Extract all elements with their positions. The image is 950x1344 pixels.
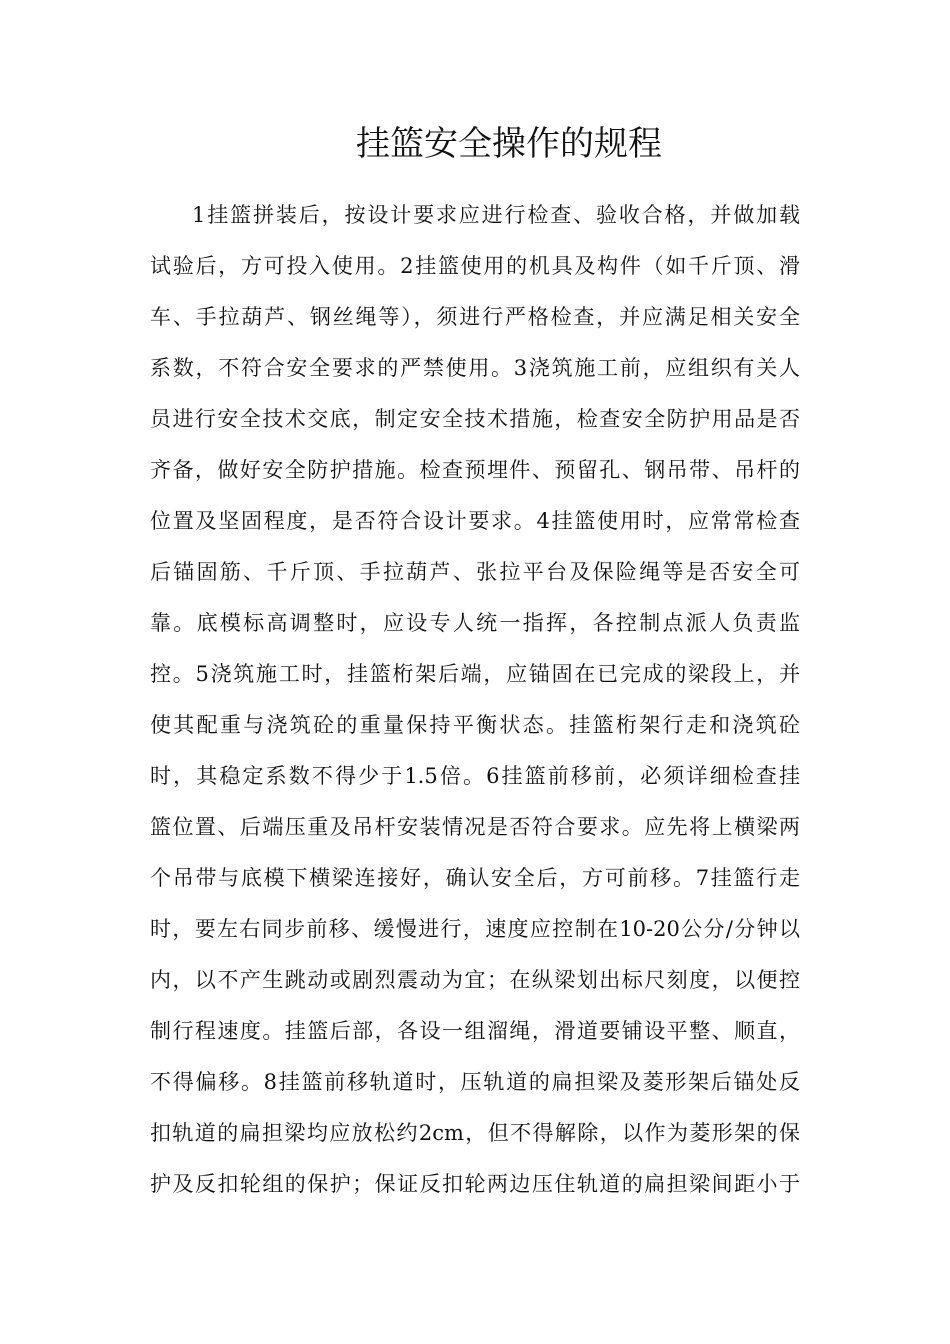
body-line: 后锚固筋、千斤顶、手拉葫芦、张拉平台及保险绳等是否安全可 bbox=[150, 560, 800, 584]
body-line: 试验后，方可投入使用。2挂篮使用的机具及构件（如千斤顶、滑 bbox=[150, 254, 800, 278]
body-line: 内，以不产生跳动或剧烈震动为宜；在纵梁划出标尺刻度，以便控 bbox=[150, 968, 800, 992]
body-line: 篮位置、后端压重及吊杆安装情况是否符合要求。应先将上横梁两 bbox=[150, 815, 800, 839]
body-line: 控。5浇筑施工时，挂篮桁架后端，应锚固在已完成的梁段上，并 bbox=[150, 662, 800, 686]
document-title: 挂篮安全操作的规程 bbox=[356, 124, 662, 164]
body-line: 不得偏移。8挂篮前移轨道时，压轨道的扁担梁及菱形架后锚处反 bbox=[150, 1070, 800, 1094]
body-line: 系数，不符合安全要求的严禁使用。3浇筑施工前，应组织有关人 bbox=[150, 356, 800, 380]
body-line: 扣轨道的扁担梁均应放松约2cm，但不得解除，以作为菱形架的保 bbox=[150, 1121, 800, 1145]
body-line: 齐备，做好安全防护措施。检查预埋件、预留孔、钢吊带、吊杆的 bbox=[150, 458, 800, 482]
body-line: 位置及坚固程度，是否符合设计要求。4挂篮使用时，应常常检查 bbox=[150, 509, 800, 533]
body-line: 时，要左右同步前移、缓慢进行，速度应控制在10-20公分/分钟以 bbox=[150, 917, 800, 941]
body-line: 1挂篮拼装后，按设计要求应进行检查、验收合格，并做加载 bbox=[192, 203, 800, 227]
body-line: 车、手拉葫芦、钢丝绳等），须进行严格检查，并应满足相关安全 bbox=[150, 305, 800, 329]
body-line: 使其配重与浇筑砼的重量保持平衡状态。挂篮桁架行走和浇筑砼 bbox=[150, 713, 800, 737]
body-line: 员进行安全技术交底，制定安全技术措施，检查安全防护用品是否 bbox=[150, 407, 800, 431]
body-line: 靠。底模标高调整时，应设专人统一指挥，各控制点派人负责监 bbox=[150, 611, 800, 635]
body-line: 制行程速度。挂篮后部，各设一组溜绳，滑道要铺设平整、顺直， bbox=[150, 1019, 800, 1043]
body-line: 时，其稳定系数不得少于1.5倍。6挂篮前移前，必须详细检查挂 bbox=[150, 764, 800, 788]
body-line: 护及反扣轮组的保护；保证反扣轮两边压住轨道的扁担梁间距小于 bbox=[150, 1172, 800, 1196]
body-line: 个吊带与底模下横梁连接好，确认安全后，方可前移。7挂篮行走 bbox=[150, 866, 800, 890]
document-body bbox=[150, 190, 800, 1210]
